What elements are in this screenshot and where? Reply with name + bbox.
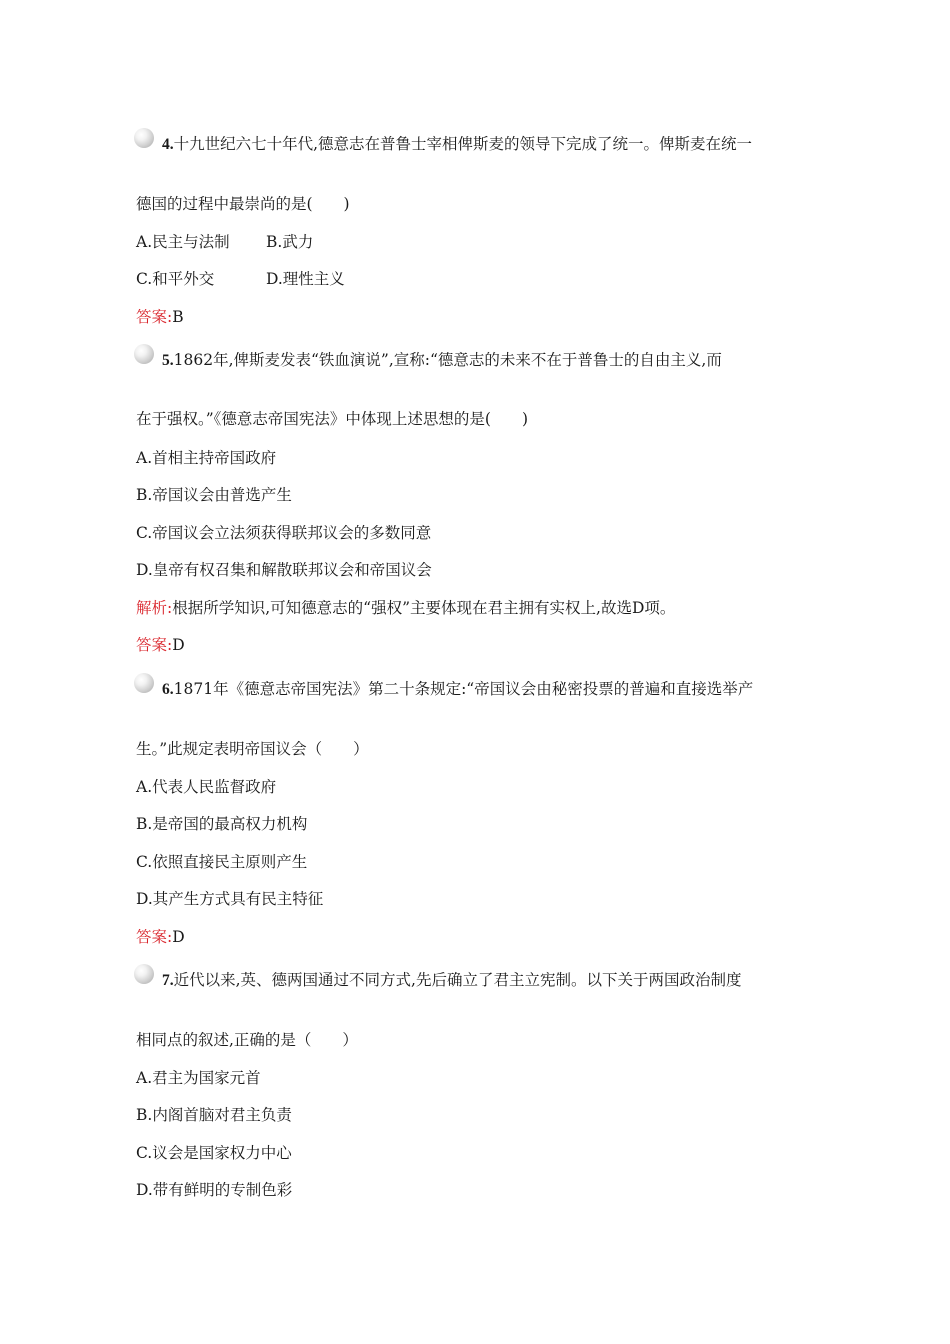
question-5-option-b: B.帝国议会由普选产生 xyxy=(136,486,292,504)
question-5-option-d: D.皇帝有权召集和解散联邦议会和帝国议会 xyxy=(136,561,432,579)
question-7-option-a: A.君主为国家元首 xyxy=(136,1069,261,1087)
analysis-label: 解析: xyxy=(136,599,173,617)
question-5-answer xyxy=(136,635,185,655)
question-4-stem-line-1 xyxy=(162,134,752,155)
answer-value: D xyxy=(172,928,185,946)
answer-label: 答案: xyxy=(136,636,173,654)
option-d: D.理性主义 xyxy=(266,270,345,288)
question-number: 7. xyxy=(162,972,174,989)
question-bullet-icon xyxy=(134,128,154,148)
question-bullet-icon xyxy=(134,964,154,984)
answer-label: 答案: xyxy=(136,308,173,326)
question-4-stem-line-2: 德国的过程中最崇尚的是( ) xyxy=(136,195,350,213)
question-7-option-b: B.内阁首脑对君主负责 xyxy=(136,1106,292,1124)
question-number: 6. xyxy=(162,681,174,698)
question-4-answer xyxy=(136,307,184,327)
analysis-text: 根据所学知识,可知德意志的“强权”主要体现在君主拥有实权上,故选D项。 xyxy=(172,599,676,617)
question-6-stem-line-1 xyxy=(162,679,753,700)
option-c: C.和平外交 xyxy=(136,270,215,288)
question-7-option-d: D.带有鲜明的专制色彩 xyxy=(136,1181,293,1199)
answer-value: D xyxy=(172,636,185,654)
question-5-stem-line-1 xyxy=(162,350,722,371)
question-6-option-c: C.依照直接民主原则产生 xyxy=(136,853,308,871)
question-5-option-a: A.首相主持帝国政府 xyxy=(136,449,277,467)
question-number: 4. xyxy=(162,136,174,153)
question-6-option-a: A.代表人民监督政府 xyxy=(136,778,277,796)
answer-value: B xyxy=(172,308,184,326)
question-7-option-c: C.议会是国家权力中心 xyxy=(136,1144,292,1162)
question-6-answer xyxy=(136,927,185,947)
question-bullet-icon xyxy=(134,673,154,693)
option-a: A.民主与法制 xyxy=(136,233,230,251)
question-number: 5. xyxy=(162,352,174,369)
question-6-option-d: D.其产生方式具有民主特征 xyxy=(136,890,324,908)
answer-label: 答案: xyxy=(136,928,173,946)
question-text: 十九世纪六七十年代,德意志在普鲁士宰相俾斯麦的领导下完成了统一。俾斯麦在统一 xyxy=(173,135,753,153)
question-7-stem-line-1 xyxy=(162,970,741,991)
question-5-stem-line-2: 在于强权。”《德意志帝国宪法》中体现上述思想的是( ) xyxy=(136,410,529,428)
question-bullet-icon xyxy=(134,344,154,364)
question-text: 1871年《德意志帝国宪法》第二十条规定:“帝国议会由秘密投票的普遍和直接选举产 xyxy=(173,680,754,698)
question-6-stem-line-2: 生。”此规定表明帝国议会（ ） xyxy=(136,740,369,758)
question-7-stem-line-2: 相同点的叙述,正确的是（ ） xyxy=(136,1031,358,1049)
question-4-options-row-1 xyxy=(136,232,314,252)
question-5-option-c: C.帝国议会立法须获得联邦议会的多数同意 xyxy=(136,524,432,542)
question-4-options-row-2 xyxy=(136,269,345,289)
question-6-option-b: B.是帝国的最高权力机构 xyxy=(136,815,308,833)
option-b: B.武力 xyxy=(266,233,314,251)
question-text: 1862年,俾斯麦发表“铁血演说”,宣称:“德意志的未来不在于普鲁士的自由主义,而 xyxy=(173,351,722,369)
question-5-analysis xyxy=(136,598,675,618)
question-text: 近代以来,英、德两国通过不同方式,先后确立了君主立宪制。以下关于两国政治制度 xyxy=(173,971,742,989)
